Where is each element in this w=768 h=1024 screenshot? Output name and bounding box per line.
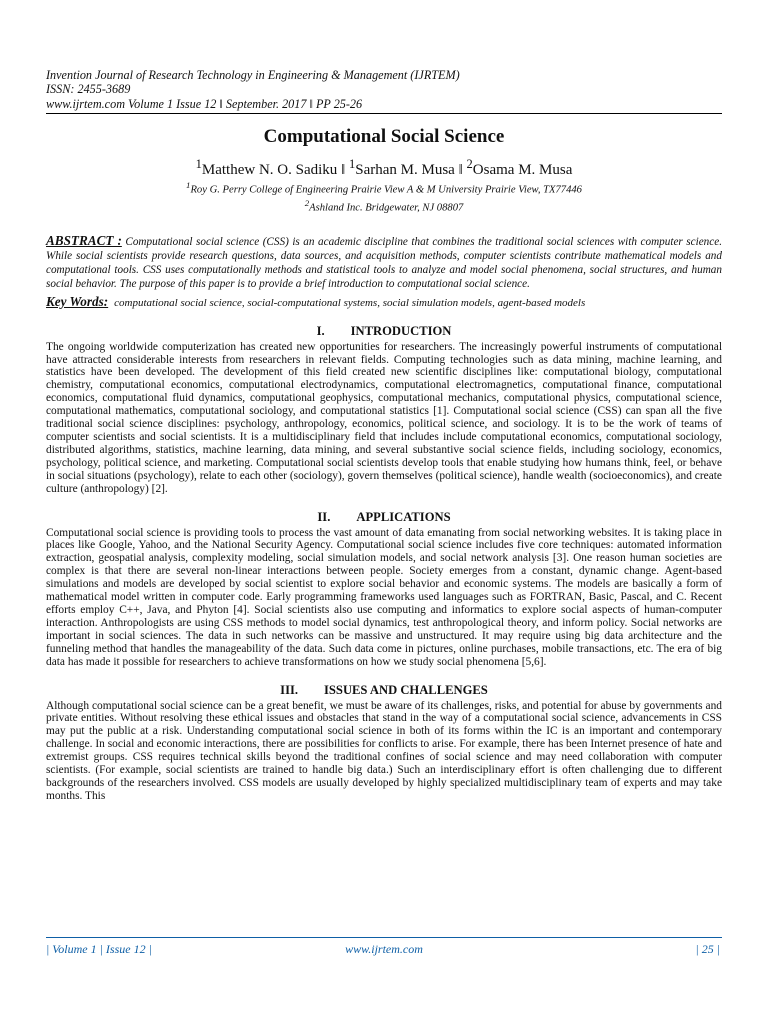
author-name: Matthew N. O. Sadiku (201, 162, 338, 179)
affiliation (46, 179, 722, 197)
affiliation-text: Ashland Inc. Bridgewater, NJ 08807 (309, 202, 464, 214)
author-name: Osama M. Musa (472, 162, 573, 179)
page-footer (46, 937, 722, 958)
header-rule (46, 113, 722, 114)
footer-website-link[interactable]: www.ijrtem.com (345, 942, 423, 956)
section-number: II. (317, 509, 331, 524)
affiliation-text: Roy G. Perry College of Engineering Prairie View A & M University Prairie View, TX77446 (190, 184, 582, 196)
abstract-label: ABSTRACT : (46, 233, 122, 249)
author-separator: ǁ (341, 162, 346, 179)
section-number: III. (280, 682, 299, 697)
footer-page-number: | 25 | (695, 942, 720, 956)
section-body-issues: Although computational social science can be a great benefit, we must be aware of its challenges, risks, and potential for abuse by governments and private entities. Without resolving these ethical issues and obstacles that stand in the way of a computational social science, advancements in CSS may put the public at a risk. Understanding computational social science in both of its forms within the IC is an important and contemporary challenge. In social and economic interactions, there are possibilities for conflicts to arise. For example, there has been Internet presence of hate and extremist groups. CSS requires technical skills beyond the traditional confines of social science and may need collaboration with computer scientists. (For example, social scientists are trained to handle big data.) Such an interdisciplinary effort is often challenging due to different backgrounds of the researchers involved. CSS models are usually developed by highly specialized multidisciplinary team of experts and may take months. This (46, 699, 722, 802)
section-number: I. (316, 323, 325, 338)
author-superscript: 2 (466, 157, 473, 172)
paper-title: Computational Social Science (263, 126, 505, 148)
journal-citation: www.ijrtem.com Volume 1 Issue 12 ǁ September. 2017 ǁ PP 25-26 (46, 96, 363, 111)
section-body-applications: Computational social science is providing tools to process the vast amount of data emanating from social networking websites. It is taking place in places like Google, Yahoo, and the National Security Agency. Computational social science includes five core techniques: automated information extraction, geospatial analysis, complexity modeling, social simulation models, and social network analysis [3]. One reason human societies are complex is that there are several non-linear interactions between people. Society emerges from a constant, dynamic change. Agent-based simulations and models are developed by social scientist to explore social behavior and economic systems. The models are basically a form of mathematical model written in computer code. Early programming frameworks used languages such as FORTRAN, Basic, Pascal, and C. Recent efforts employ C++, Java, and Phyton [4]. Social scientists also use computing and informatics to explore social aspects of human-computer interaction. Anthropologists are using CSS methods to model social dynamics, test anthropological theory, and inform policy. Social networks are important in social sciences. The data in such networks can be massive and unstructured. It may require using big data architecture and the funneling method that handles the manageability of the data. Such data come in pictures, online purchases, mobile transactions, etc. The era of big data has made it possible for researchers to achieve transformations on how we study social phenomena [5,6]. (46, 526, 722, 668)
abstract (46, 234, 722, 291)
section-title: INTRODUCTION (350, 323, 452, 338)
author-separator: ǁ (458, 162, 463, 179)
footer-line (46, 942, 722, 958)
section-heading-issues (46, 683, 722, 698)
author-superscript: 1 (195, 157, 202, 172)
journal-issn: ISSN: 2455-3689 (46, 82, 131, 97)
author-superscript: 1 (349, 157, 356, 172)
footer-rule (46, 937, 722, 938)
affiliation (46, 197, 722, 215)
paper-page (46, 68, 722, 803)
footer-volume-issue: | Volume 1 | Issue 12 | (46, 942, 152, 956)
section-body-introduction: The ongoing worldwide computerization has created new opportunities for researchers. The increasingly powerful instruments of computational have attracted considerable interests from researchers in relevant fields. Computing technologies such as data mining, machine learning, and statistics have been developed. The development of this field created new scientific disciplines like: computational biology, computational chemistry, computational economics, computational electrodynamics, computational electromagnetics, computational finance, computational economics, computational fluid dynamics, computational geophysics, computational mechanics, computational physics, computational science, computational mathematics, computational sociology, and computational statistics [1]. Computational social science (CSS) can span all the five traditional social science disciplines: psychology, anthropology, economics, political science, and sociology. It is to be the work of teams of computer scientists and social scientists. It is a multidisciplinary field that includes include computational economics, computational sociology, distributed algorithms, statistics, machine learning, data mining, and several substantive social science fields, including sociology, economics, psychology, political science, and marketing. Computational social scientists develop tools that enable studying how humans think, feel, or behave in social situations (psychology), relate to each other (sociology), govern themselves (political science), handle wealth (socioeconomics), and create culture (anthropology) [2]. (46, 340, 722, 495)
abstract-text: Computational social science (CSS) is an academic discipline that combines the traditional social sciences with computer science. While social scientists provide research questions, data sources, and acquisition methods, computer scientists contribute mathematical models and computational tools. CSS uses computationally methods and statistical tools to analyze and model social phenomena, social structures, and human social behavior. The purpose of this paper is to provide a brief introduction to computational social science. (46, 236, 723, 290)
author-list (46, 157, 722, 179)
affiliation-superscript: 2 (304, 198, 310, 209)
journal-name: Invention Journal of Research Technology in Engineering & Management (IJRTEM) (46, 68, 460, 82)
section-title: ISSUES AND CHALLENGES (324, 682, 488, 697)
affiliation-superscript: 1 (186, 180, 191, 191)
keywords (46, 294, 722, 310)
section-heading-introduction (46, 324, 722, 339)
author-name: Sarhan M. Musa (355, 162, 455, 179)
keywords-label: Key Words: (46, 293, 109, 309)
keywords-text: computational social science, social-computational systems, social simulation models, agent-based models (114, 296, 586, 309)
section-heading-applications (46, 510, 722, 525)
section-title: APPLICATIONS (356, 509, 451, 524)
